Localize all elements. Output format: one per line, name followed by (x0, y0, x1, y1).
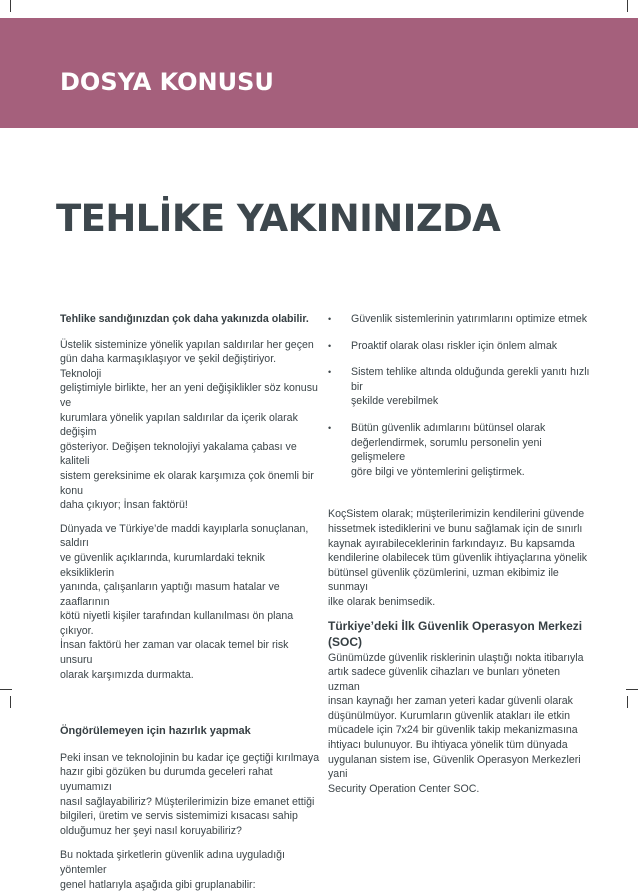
soc-heading: Türkiye’deki İlk Güvenlik Operasyon Merkezi (SOC) (328, 618, 583, 649)
paragraph (328, 507, 590, 609)
text-line: genel hatlarıyla aşağıda gibi gruplanabilir: (60, 878, 256, 891)
bullet-icon: • (328, 422, 332, 433)
paragraph (328, 651, 590, 797)
text-line: Sistem tehlike altında olduğunda gerekli yanıtı hızlı bir (351, 366, 590, 393)
text-line: kurumlara yönelik yapılan saldırılar da içerik olarak değişim (60, 411, 298, 439)
text-line: Dünyada ve Türkiye’de maddi kayıplarla sonuçlanan, saldırı (60, 522, 309, 550)
text-line: bütünsel güvenlik çözümlerini, uzman ekibimiz ile sunmayı (328, 566, 559, 594)
paragraph (60, 751, 320, 839)
text-line: sistem gereksinime ek olarak karşımıza çok önemli bir konu (60, 469, 314, 497)
text-line: bilgileri, üretim ve servis sistemimizi kısacası sahip (60, 810, 298, 823)
text-line: Proaktif olarak olası riskler için önlem almak (351, 339, 558, 352)
bullet-icon: • (328, 367, 332, 378)
crop-mark (10, 0, 11, 12)
paragraph (60, 338, 320, 513)
text-line: Security Operation Center SOC. (328, 782, 480, 795)
crop-mark (10, 696, 11, 708)
bullet-icon: • (328, 314, 332, 324)
text-line: Günümüzde güvenlik risklerinin ulaştığı nokta itibarıyla (328, 651, 584, 664)
text-line: artık sadece güvenlik cihazları ve bunları yöneten uzman (328, 666, 561, 693)
text-line: mücadele için 7x24 bir güvenlik takip mekanizmasına (328, 724, 578, 737)
text-line: Güvenlik sistemlerinin yatırımlarını optimize etmek (351, 313, 588, 325)
text-line: kötü niyetli kişiler tarafından kullanılması ön plana çıkıyor. (60, 610, 294, 637)
text-line: KoçSistem olarak; müşterilerimizin kendilerini güvende (328, 508, 585, 521)
text-line: Bu noktada şirketlerin güvenlik adına uyguladığı yöntemler (60, 849, 285, 876)
text-line: insan kaynağı her zaman yeteri kadar güvenli olarak (328, 695, 573, 708)
bullet-list (328, 312, 590, 479)
text-line: hissetmek istediklerini ve bunu sağlamak için de sınırlı (328, 522, 583, 535)
text-line: hazır gibi gözüken bu durumda geceleri rahat uyumamızı (60, 766, 273, 794)
text-line: kaynak ayırabileceklerinin farkındayız. Bu kapsamda (328, 537, 575, 550)
text-line: geliştimiyle birlikte, her an yeni değişiklikler söz konusu ve (60, 382, 318, 409)
text-line: ve güvenlik açıklarında, kurumlardaki teknik eksikliklerin (60, 551, 265, 579)
text-line: uygulanan sistem ise, Güvenlik Operasyon Merkezleri yani (328, 753, 581, 781)
text-line: düşünülmüyor. Kurumların güvenlik atakları ile etkin (328, 709, 571, 722)
text-line: Üstelik sisteminize yönelik yapılan saldırılar her geçen (60, 338, 314, 351)
text-line: Bütün güvenlik adımlarını bütünsel olarak (351, 421, 546, 434)
text-line: nasıl sağlayabiliriz? Müşterilerimizin bize emanet ettiği (60, 795, 315, 808)
text-line: ihtiyacı bulunuyor. Bu ihtiyaca yönelik tüm dünyada (328, 739, 568, 752)
text-line: gösteriyor. Değişen teknolojiyi yakalama çabası ve kaliteli (60, 440, 297, 468)
text-line: kendilerine olabilecek tüm güvenlik ihtiyaçlarına yönelik (328, 552, 588, 565)
article-headline: TEHLİKE YAKININIZDA (56, 197, 501, 240)
right-column (328, 312, 590, 796)
left-column (60, 312, 320, 892)
text-line: şekilde verebilmek (351, 395, 439, 408)
text-line: gün daha karmaşıklaşıyor ve şekil değiştiriyor. Teknoloji (60, 353, 277, 380)
text-line: yanında, çalışanların yaptığı masum hatalar ve zaaflarının (60, 581, 280, 608)
subheading: Öngörülemeyen için hazırlık yapmak (60, 725, 251, 738)
text-line: değerlendirmek, sorumlu personelin yeni gelişmelere (351, 436, 542, 464)
text-line: olarak karşımızda durmakta. (60, 668, 194, 681)
text-line: olduğumuz her şeyi nasıl koruyabiliriz? (60, 824, 242, 837)
crop-mark (627, 0, 628, 12)
text-line: İnsan faktörü her zaman var olacak temel bir risk unsuru (60, 639, 289, 667)
crop-mark (627, 696, 628, 708)
section-title: DOSYA KONUSU (60, 68, 274, 96)
text-line: ilke olarak benimsedik. (328, 595, 436, 608)
paragraph (60, 522, 320, 683)
bullet-icon: • (328, 340, 332, 351)
crop-mark (0, 689, 12, 690)
section-banner (0, 18, 638, 128)
text-line: Peki insan ve teknolojinin bu kadar içe geçtiği kırılmaya (60, 751, 320, 764)
bullet-item (328, 365, 590, 409)
text-line: daha çıkıyor; İnsan faktörü! (60, 499, 188, 512)
text-line: göre bilgi ve yöntemlerini geliştirmek. (351, 465, 525, 478)
paragraph (60, 848, 320, 892)
bullet-item (328, 339, 590, 354)
bullet-item (328, 312, 590, 327)
lead-sentence: Tehlike sandığınızdan çok daha yakınızda olabilir. (60, 313, 309, 325)
crop-mark (626, 689, 638, 690)
bullet-item (328, 421, 590, 479)
